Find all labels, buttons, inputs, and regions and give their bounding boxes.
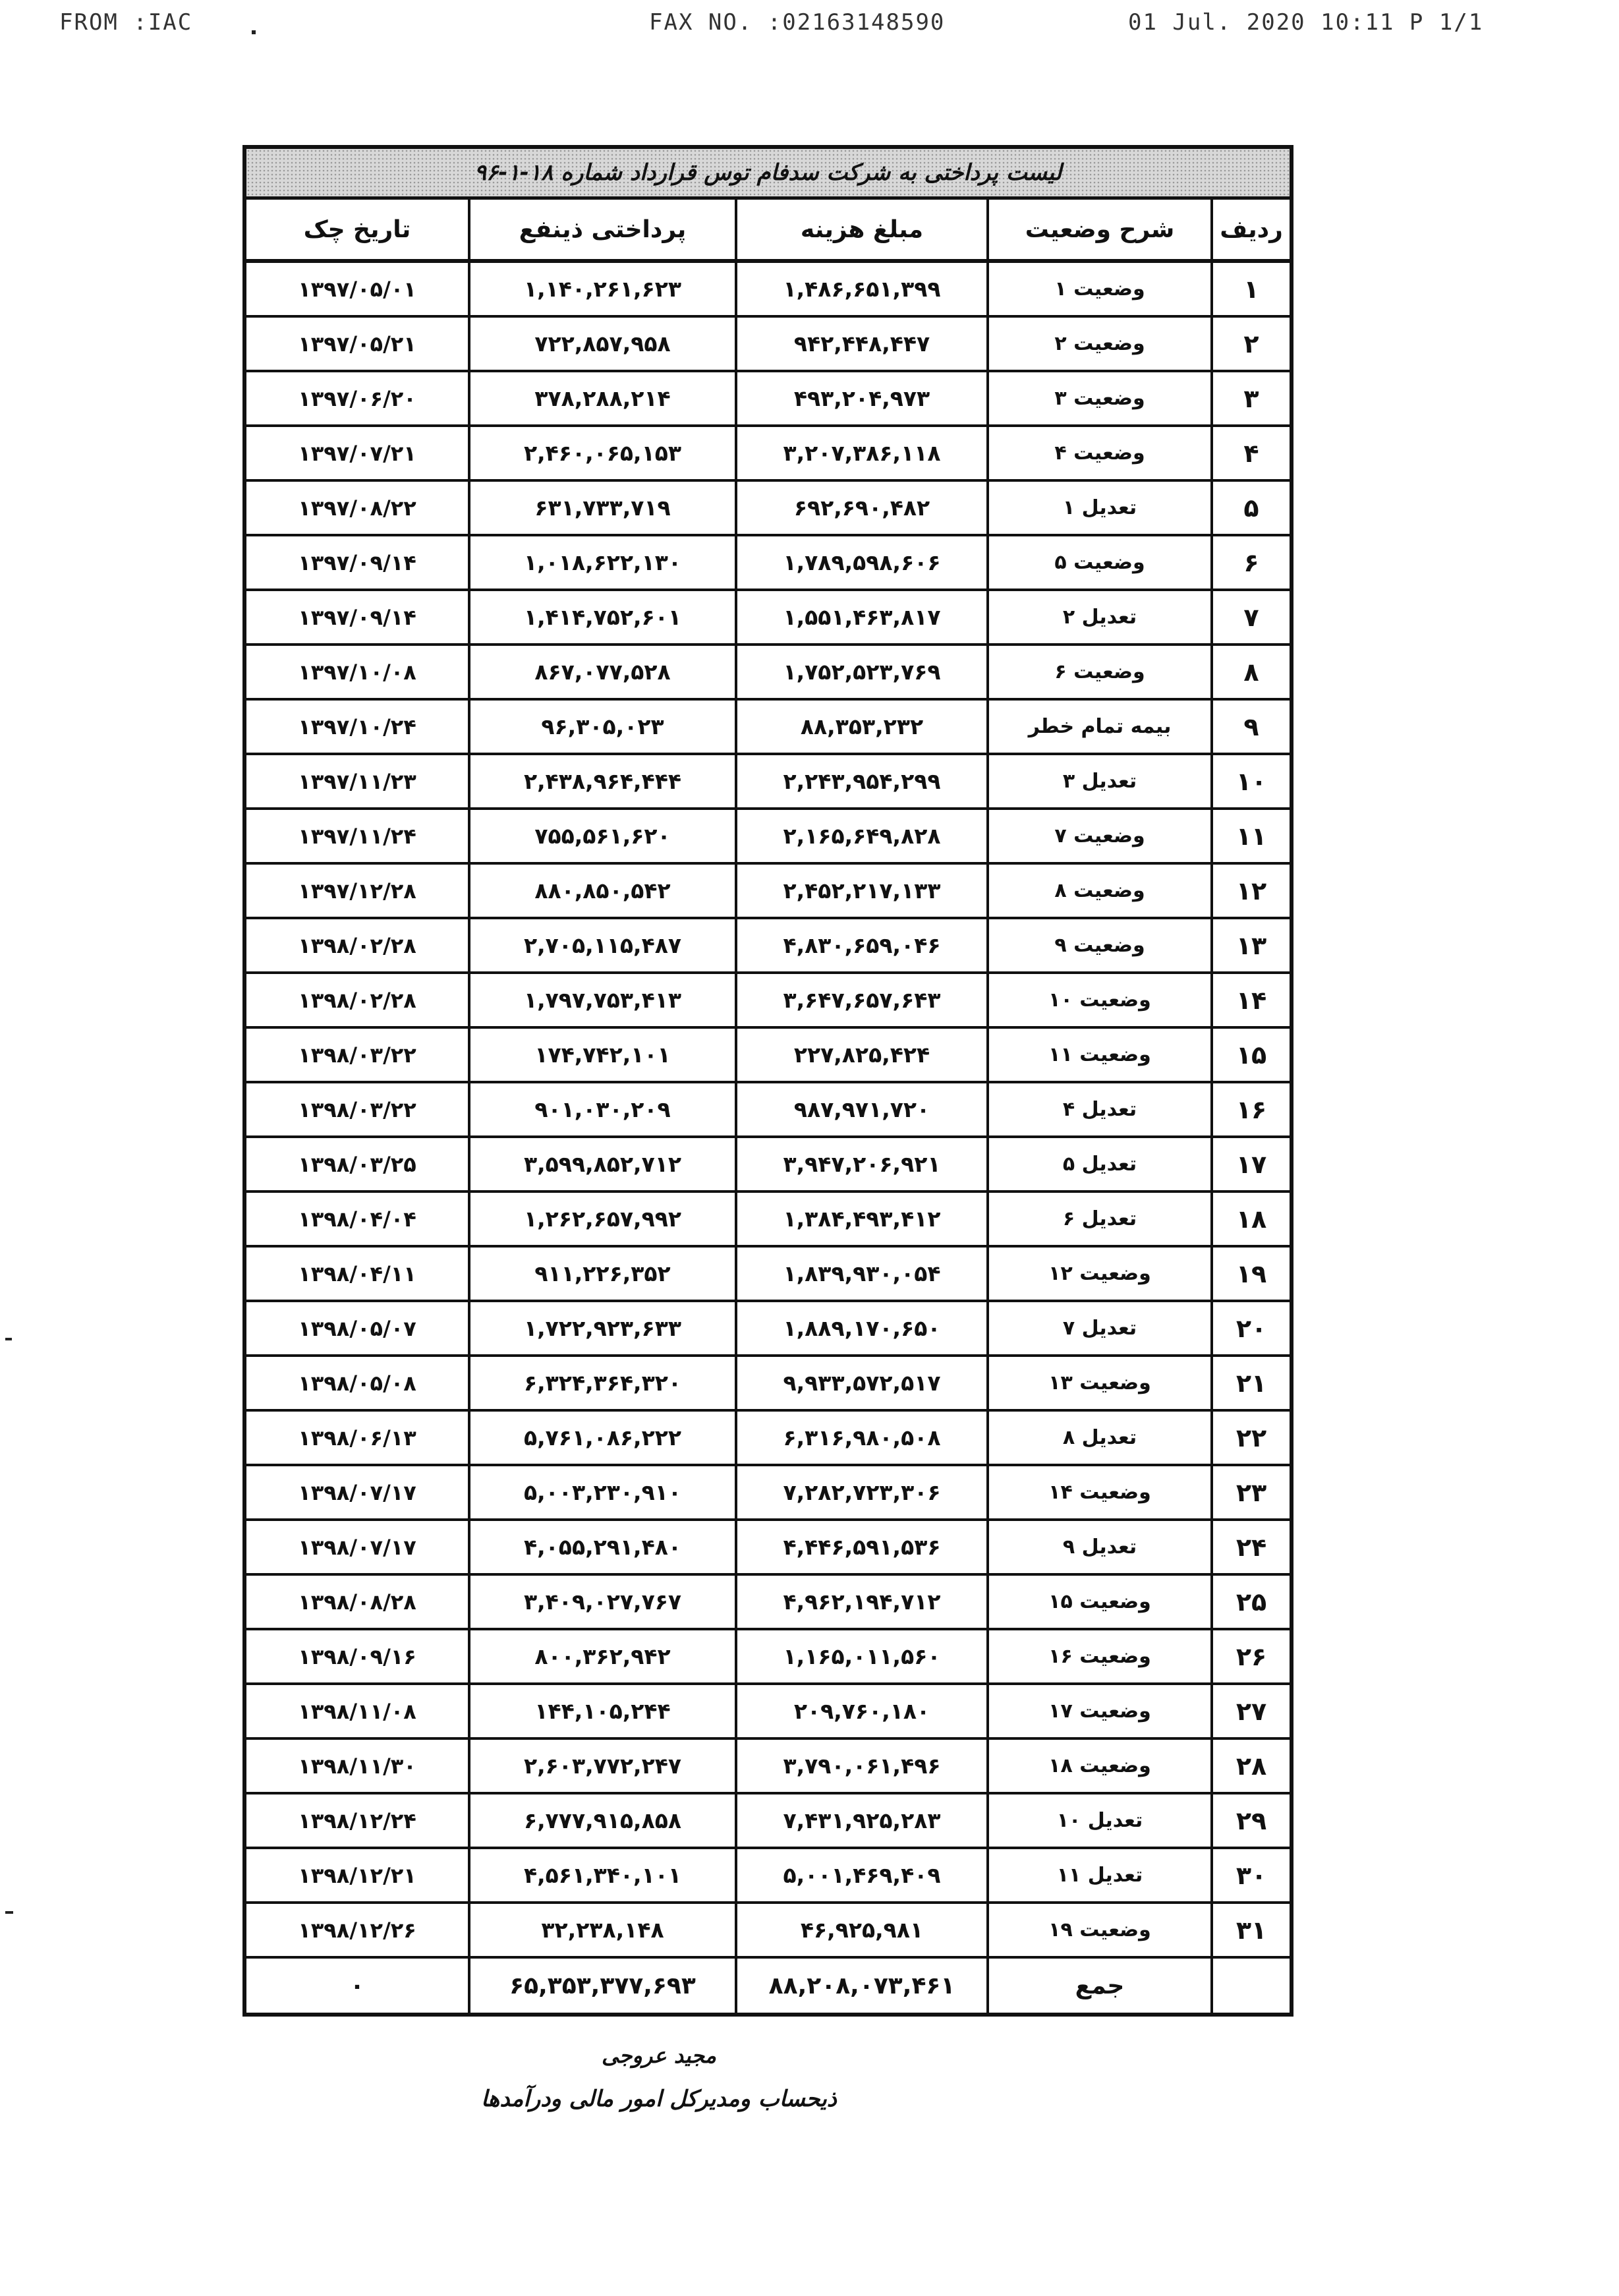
row-description: تعدیل ۹ — [986, 1521, 1210, 1573]
row-paid-amount: ۵,۷۶۱,۰۸۶,۲۲۲ — [468, 1412, 735, 1464]
row-description: تعدیل ۶ — [986, 1193, 1210, 1245]
table-title: لیست پرداختی به شرکت سدفام توس قرارداد شماره ۱۸-۱-۹۶ — [246, 149, 1290, 200]
row-description: تعدیل ۷ — [986, 1302, 1210, 1354]
row-paid-amount: ۹۰۱,۰۳۰,۲۰۹ — [468, 1083, 735, 1135]
row-number: ۱ — [1210, 263, 1290, 315]
row-cost-amount: ۱,۸۸۹,۱۷۰,۶۵۰ — [735, 1302, 986, 1354]
row-number: ۹ — [1210, 701, 1290, 753]
row-check-date: ۱۳۹۸/۰۲/۲۸ — [298, 987, 416, 1013]
row-description: وضعیت ۹ — [986, 919, 1210, 971]
row-paid-amount: ۳,۵۹۹,۸۵۲,۷۱۲ — [468, 1138, 735, 1190]
row-description: تعدیل ۳ — [986, 755, 1210, 807]
row-number: ۲۰ — [1210, 1302, 1290, 1354]
row-description: وضعیت ۱۷ — [986, 1685, 1210, 1737]
signatory-title: ذیحساب ومدیرکل امور مالی ودرآمدها — [481, 2086, 837, 2112]
row-description: وضعیت ۱۶ — [986, 1630, 1210, 1682]
table-row — [246, 701, 1290, 755]
row-description: بیمه تمام خطر — [986, 701, 1210, 753]
table-row — [246, 1740, 1290, 1794]
row-description: وضعیت ۱۲ — [986, 1248, 1210, 1300]
row-paid-amount: ۴,۵۶۱,۳۴۰,۱۰۱ — [468, 1849, 735, 1901]
row-check-date: ۱۳۹۷/۱۱/۲۳ — [298, 768, 416, 794]
row-check-date: ۱۳۹۸/۰۵/۰۷ — [298, 1315, 416, 1341]
row-check-date: ۱۳۹۷/۰۶/۲۰ — [298, 386, 416, 411]
table-row — [246, 1302, 1290, 1357]
table-row — [246, 1357, 1290, 1412]
row-paid-amount: ۶,۳۲۴,۳۶۴,۳۲۰ — [468, 1357, 735, 1409]
row-paid-amount: ۸۶۷,۰۷۷,۵۲۸ — [468, 646, 735, 698]
fax-speck — [252, 30, 256, 34]
table-row — [246, 810, 1290, 865]
payment-table — [242, 145, 1293, 2017]
table-row — [246, 482, 1290, 536]
table-body — [246, 200, 1290, 2013]
row-number: ۲۱ — [1210, 1357, 1290, 1409]
row-cost-amount: ۲۰۹,۷۶۰,۱۸۰ — [735, 1685, 986, 1737]
fax-speck — [5, 1911, 13, 1914]
row-description: تعدیل ۵ — [986, 1138, 1210, 1190]
row-paid-amount: ۱,۲۶۲,۶۵۷,۹۹۲ — [468, 1193, 735, 1245]
table-row — [246, 318, 1290, 372]
row-paid-amount: ۷۲۲,۸۵۷,۹۵۸ — [468, 318, 735, 370]
row-check-date: ۱۳۹۸/۰۷/۱۷ — [298, 1479, 416, 1505]
table-row — [246, 591, 1290, 646]
row-check-date: ۱۳۹۷/۱۰/۰۸ — [298, 659, 416, 685]
row-check-date: ۱۳۹۷/۰۵/۲۱ — [298, 331, 416, 357]
row-paid-amount: ۶۳۱,۷۳۳,۷۱۹ — [468, 482, 735, 534]
table-row — [246, 1685, 1290, 1740]
table-row — [246, 646, 1290, 701]
row-cost-amount: ۱,۴۸۶,۶۵۱,۳۹۹ — [735, 263, 986, 315]
row-number: ۴ — [1210, 427, 1290, 479]
row-description: وضعیت ۶ — [986, 646, 1210, 698]
row-check-date: ۱۳۹۷/۰۹/۱۴ — [298, 604, 416, 630]
total-check-date: ۰ — [350, 1972, 364, 1999]
row-check-date: ۱۳۹۷/۰۷/۲۱ — [298, 440, 416, 466]
table-row — [246, 1466, 1290, 1521]
row-number: ۲۹ — [1210, 1794, 1290, 1847]
row-check-date: ۱۳۹۸/۰۶/۱۳ — [298, 1425, 416, 1450]
row-description: تعدیل ۲ — [986, 591, 1210, 643]
table-row — [246, 865, 1290, 919]
header-check-date: تاریخ چک — [303, 215, 411, 243]
row-description: وضعیت ۱۵ — [986, 1576, 1210, 1628]
table-row — [246, 536, 1290, 591]
row-description: وضعیت ۵ — [986, 536, 1210, 588]
row-cost-amount: ۱,۵۵۱,۴۶۳,۸۱۷ — [735, 591, 986, 643]
table-row — [246, 1521, 1290, 1576]
row-paid-amount: ۸۰۰,۳۶۲,۹۴۲ — [468, 1630, 735, 1682]
row-cost-amount: ۹۴۲,۴۴۸,۴۴۷ — [735, 318, 986, 370]
row-cost-amount: ۴,۴۴۶,۵۹۱,۵۳۶ — [735, 1521, 986, 1573]
row-paid-amount: ۲,۴۶۰,۰۶۵,۱۵۳ — [468, 427, 735, 479]
row-number: ۱۲ — [1210, 865, 1290, 917]
row-number: ۱۵ — [1210, 1029, 1290, 1081]
table-row — [246, 1904, 1290, 1959]
row-check-date: ۱۳۹۸/۱۲/۲۴ — [298, 1808, 416, 1833]
header-row-no: ردیف — [1210, 200, 1290, 259]
row-cost-amount: ۳,۷۹۰,۰۶۱,۴۹۶ — [735, 1740, 986, 1792]
signatory-name: مجید عروجی — [601, 2043, 717, 2068]
row-check-date: ۱۳۹۸/۰۳/۲۲ — [298, 1097, 416, 1122]
table-row — [246, 1083, 1290, 1138]
row-check-date: ۱۳۹۷/۰۹/۱۴ — [298, 550, 416, 575]
row-cost-amount: ۸۸,۳۵۳,۲۳۲ — [735, 701, 986, 753]
row-cost-amount: ۷,۴۳۱,۹۲۵,۲۸۳ — [735, 1794, 986, 1847]
row-paid-amount: ۹۶,۳۰۵,۰۲۳ — [468, 701, 735, 753]
row-paid-amount: ۱,۱۴۰,۲۶۱,۶۲۳ — [468, 263, 735, 315]
row-cost-amount: ۲,۱۶۵,۶۴۹,۸۲۸ — [735, 810, 986, 862]
row-number: ۱۴ — [1210, 974, 1290, 1026]
row-check-date: ۱۳۹۸/۰۲/۲۸ — [298, 933, 416, 958]
row-paid-amount: ۳۲,۲۳۸,۱۴۸ — [468, 1904, 735, 1956]
row-cost-amount: ۳,۹۴۷,۲۰۶,۹۲۱ — [735, 1138, 986, 1190]
header-description: شرح وضعیت — [986, 200, 1210, 259]
row-check-date: ۱۳۹۸/۱۱/۰۸ — [298, 1698, 416, 1724]
row-description: تعدیل ۱ — [986, 482, 1210, 534]
row-cost-amount: ۴۶,۹۲۵,۹۸۱ — [735, 1904, 986, 1956]
table-row — [246, 1248, 1290, 1302]
row-paid-amount: ۱۷۴,۷۴۲,۱۰۱ — [468, 1029, 735, 1081]
row-description: وضعیت ۱۸ — [986, 1740, 1210, 1792]
row-cost-amount: ۱,۳۸۴,۴۹۳,۴۱۲ — [735, 1193, 986, 1245]
row-paid-amount: ۷۵۵,۵۶۱,۶۲۰ — [468, 810, 735, 862]
row-check-date: ۱۳۹۸/۱۲/۲۶ — [298, 1917, 416, 1943]
total-cost-amount: ۸۸,۲۰۸,۰۷۳,۴۶۱ — [735, 1959, 986, 2013]
row-cost-amount: ۹,۹۳۳,۵۷۲,۵۱۷ — [735, 1357, 986, 1409]
row-description: وضعیت ۱ — [986, 263, 1210, 315]
table-row — [246, 755, 1290, 810]
row-description: تعدیل ۴ — [986, 1083, 1210, 1135]
total-row — [246, 1959, 1290, 2013]
table-row — [246, 1849, 1290, 1904]
row-check-date: ۱۳۹۸/۰۹/۱۶ — [298, 1644, 416, 1669]
row-cost-amount: ۳,۲۰۷,۳۸۶,۱۱۸ — [735, 427, 986, 479]
row-paid-amount: ۲,۴۳۸,۹۶۴,۴۴۴ — [468, 755, 735, 807]
row-number: ۱۶ — [1210, 1083, 1290, 1135]
table-row — [246, 1630, 1290, 1685]
row-number: ۲۵ — [1210, 1576, 1290, 1628]
row-check-date: ۱۳۹۸/۰۵/۰۸ — [298, 1370, 416, 1396]
total-label: جمع — [986, 1959, 1210, 2013]
row-description: تعدیل ۱۱ — [986, 1849, 1210, 1901]
row-paid-amount: ۱,۷۲۲,۹۲۳,۶۳۳ — [468, 1302, 735, 1354]
row-paid-amount: ۲,۷۰۵,۱۱۵,۴۸۷ — [468, 919, 735, 971]
table-header-row — [246, 200, 1290, 263]
table-row — [246, 919, 1290, 974]
total-paid-amount: ۶۵,۳۵۳,۳۷۷,۶۹۳ — [468, 1959, 735, 2013]
row-number: ۵ — [1210, 482, 1290, 534]
row-check-date: ۱۳۹۷/۱۱/۲۴ — [298, 823, 416, 849]
row-cost-amount: ۹۸۷,۹۷۱,۷۲۰ — [735, 1083, 986, 1135]
row-check-date: ۱۳۹۸/۰۴/۰۴ — [298, 1206, 416, 1232]
row-description: تعدیل ۸ — [986, 1412, 1210, 1464]
row-description: وضعیت ۱۱ — [986, 1029, 1210, 1081]
table-row — [246, 263, 1290, 318]
row-description: وضعیت ۷ — [986, 810, 1210, 862]
row-cost-amount: ۶۹۲,۶۹۰,۴۸۲ — [735, 482, 986, 534]
row-number: ۱۳ — [1210, 919, 1290, 971]
row-check-date: ۱۳۹۷/۰۸/۲۲ — [298, 495, 416, 521]
row-number: ۲۷ — [1210, 1685, 1290, 1737]
fax-from: FROM :IAC — [59, 9, 193, 36]
row-number: ۱۱ — [1210, 810, 1290, 862]
row-description: وضعیت ۱۹ — [986, 1904, 1210, 1956]
row-description: وضعیت ۸ — [986, 865, 1210, 917]
row-description: وضعیت ۱۳ — [986, 1357, 1210, 1409]
row-cost-amount: ۱,۷۸۹,۵۹۸,۶۰۶ — [735, 536, 986, 588]
table-row — [246, 974, 1290, 1029]
row-check-date: ۱۳۹۷/۰۵/۰۱ — [298, 276, 416, 302]
row-cost-amount: ۲۲۷,۸۲۵,۴۲۴ — [735, 1029, 986, 1081]
row-paid-amount: ۳,۴۰۹,۰۲۷,۷۶۷ — [468, 1576, 735, 1628]
row-paid-amount: ۵,۰۰۳,۲۳۰,۹۱۰ — [468, 1466, 735, 1518]
row-cost-amount: ۱,۱۶۵,۰۱۱,۵۶۰ — [735, 1630, 986, 1682]
table-row — [246, 1412, 1290, 1466]
row-paid-amount: ۱,۰۱۸,۶۲۲,۱۳۰ — [468, 536, 735, 588]
table-row — [246, 1576, 1290, 1630]
row-number: ۲۳ — [1210, 1466, 1290, 1518]
row-number: ۷ — [1210, 591, 1290, 643]
row-paid-amount: ۹۱۱,۲۲۶,۳۵۲ — [468, 1248, 735, 1300]
row-number: ۲۲ — [1210, 1412, 1290, 1464]
row-paid-amount: ۳۷۸,۲۸۸,۲۱۴ — [468, 372, 735, 424]
row-number: ۱۸ — [1210, 1193, 1290, 1245]
row-cost-amount: ۳,۶۴۷,۶۵۷,۶۴۳ — [735, 974, 986, 1026]
row-number: ۲۸ — [1210, 1740, 1290, 1792]
row-cost-amount: ۴,۸۳۰,۶۵۹,۰۴۶ — [735, 919, 986, 971]
row-number: ۲۶ — [1210, 1630, 1290, 1682]
row-description: وضعیت ۲ — [986, 318, 1210, 370]
row-paid-amount: ۲,۶۰۳,۷۷۲,۲۴۷ — [468, 1740, 735, 1792]
row-check-date: ۱۳۹۸/۰۳/۲۵ — [298, 1151, 416, 1177]
fax-date-page: 01 Jul. 2020 10:11 P 1/1 — [1128, 9, 1484, 36]
row-check-date: ۱۳۹۸/۱۱/۳۰ — [298, 1753, 416, 1779]
table-row — [246, 1029, 1290, 1083]
row-check-date: ۱۳۹۸/۰۷/۱۷ — [298, 1534, 416, 1560]
row-cost-amount: ۱,۷۵۲,۵۲۳,۷۶۹ — [735, 646, 986, 698]
row-number: ۱۷ — [1210, 1138, 1290, 1190]
row-check-date: ۱۳۹۷/۱۲/۲۸ — [298, 878, 416, 904]
row-number: ۳ — [1210, 372, 1290, 424]
header-paid-amount: پرداختی ذینفع — [468, 200, 735, 259]
row-description: تعدیل ۱۰ — [986, 1794, 1210, 1847]
table-row — [246, 372, 1290, 427]
row-number: ۱۹ — [1210, 1248, 1290, 1300]
fax-speck — [5, 1338, 12, 1340]
table-row — [246, 427, 1290, 482]
row-check-date: ۱۳۹۸/۰۸/۲۸ — [298, 1589, 416, 1615]
row-check-date: ۱۳۹۸/۰۳/۲۲ — [298, 1042, 416, 1068]
fax-header — [0, 9, 1619, 42]
row-number: ۲۴ — [1210, 1521, 1290, 1573]
row-cost-amount: ۶,۳۱۶,۹۸۰,۵۰۸ — [735, 1412, 986, 1464]
row-number: ۳۱ — [1210, 1904, 1290, 1956]
row-check-date: ۱۳۹۸/۰۴/۱۱ — [298, 1261, 416, 1286]
row-paid-amount: ۱,۴۱۴,۷۵۲,۶۰۱ — [468, 591, 735, 643]
row-number: ۶ — [1210, 536, 1290, 588]
row-paid-amount: ۸۸۰,۸۵۰,۵۴۲ — [468, 865, 735, 917]
row-cost-amount: ۱,۸۳۹,۹۳۰,۰۵۴ — [735, 1248, 986, 1300]
table-row — [246, 1193, 1290, 1248]
row-number: ۸ — [1210, 646, 1290, 698]
row-description: وضعیت ۱۰ — [986, 974, 1210, 1026]
row-number: ۱۰ — [1210, 755, 1290, 807]
row-check-date: ۱۳۹۸/۱۲/۲۱ — [298, 1862, 416, 1888]
row-number: ۳۰ — [1210, 1849, 1290, 1901]
row-paid-amount: ۶,۷۷۷,۹۱۵,۸۵۸ — [468, 1794, 735, 1847]
row-cost-amount: ۴۹۳,۲۰۴,۹۷۳ — [735, 372, 986, 424]
row-description: وضعیت ۴ — [986, 427, 1210, 479]
table-row — [246, 1138, 1290, 1193]
fax-number: FAX NO. :02163148590 — [649, 9, 946, 36]
row-cost-amount: ۲,۲۴۳,۹۵۴,۲۹۹ — [735, 755, 986, 807]
row-cost-amount: ۲,۴۵۲,۲۱۷,۱۳۳ — [735, 865, 986, 917]
row-paid-amount: ۱,۷۹۷,۷۵۳,۴۱۳ — [468, 974, 735, 1026]
row-description: وضعیت ۱۴ — [986, 1466, 1210, 1518]
row-paid-amount: ۱۴۴,۱۰۵,۲۴۴ — [468, 1685, 735, 1737]
row-cost-amount: ۷,۲۸۲,۷۲۳,۳۰۶ — [735, 1466, 986, 1518]
table-row — [246, 1794, 1290, 1849]
row-description: وضعیت ۳ — [986, 372, 1210, 424]
row-cost-amount: ۵,۰۰۱,۴۶۹,۴۰۹ — [735, 1849, 986, 1901]
row-paid-amount: ۴,۰۵۵,۲۹۱,۴۸۰ — [468, 1521, 735, 1573]
row-cost-amount: ۴,۹۶۲,۱۹۴,۷۱۲ — [735, 1576, 986, 1628]
row-number: ۲ — [1210, 318, 1290, 370]
row-check-date: ۱۳۹۷/۱۰/۲۴ — [298, 714, 416, 739]
total-row-no-empty — [1210, 1959, 1290, 2013]
header-cost-amount: مبلغ هزینه — [735, 200, 986, 259]
